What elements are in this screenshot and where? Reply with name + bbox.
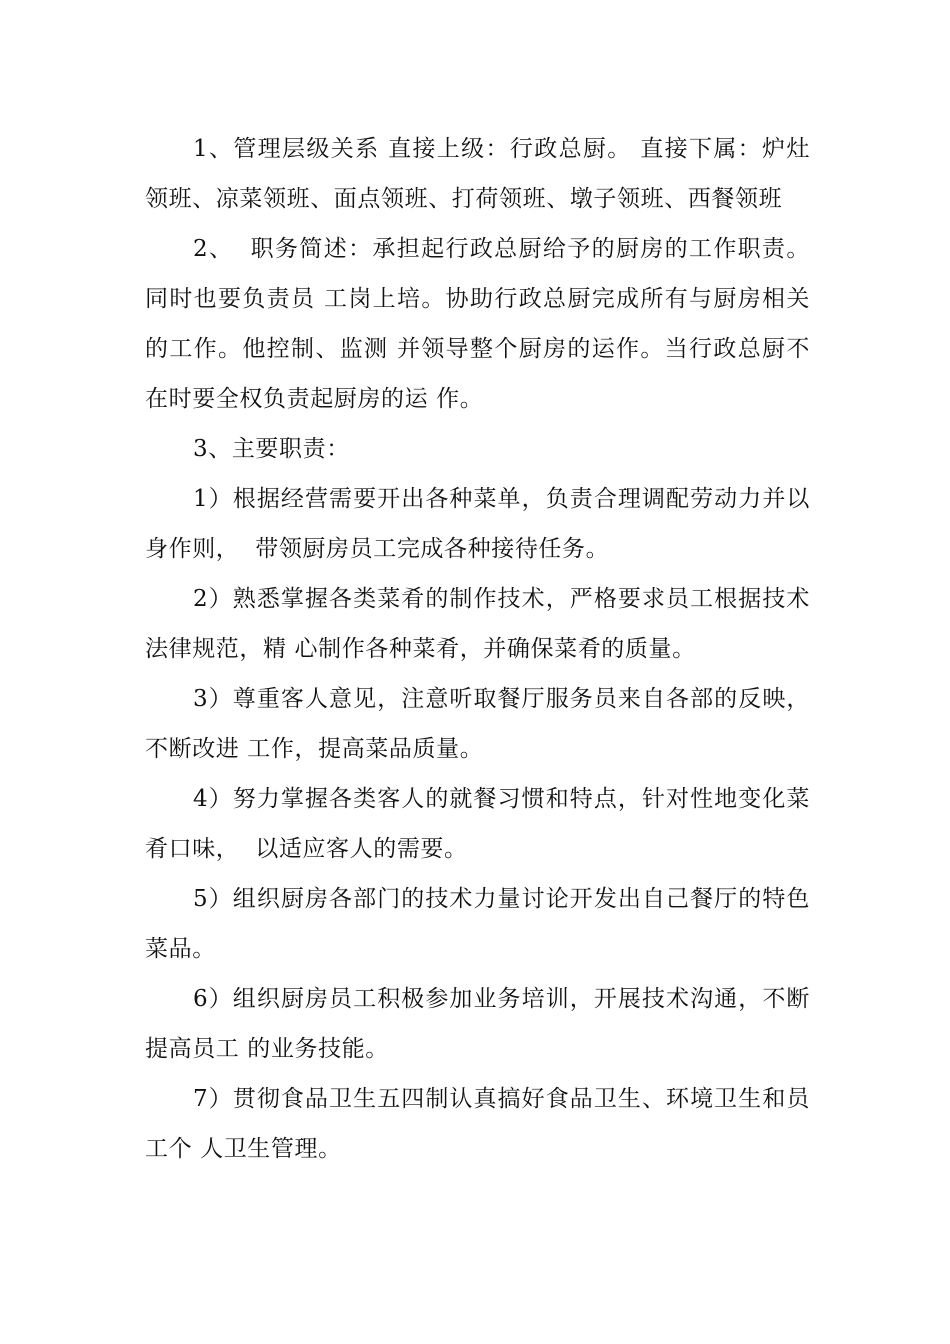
- paragraph-job-summary: 2、 职务简述：承担起行政总厨给予的厨房的工作职责。同时也要负责员 工岗上培。协助行政总厨完成所有与厨房相关的工作。他控制、监测 并领导整个厨房的运作。当行政总厨不在时要全权负责起厨房的运 作。: [145, 236, 810, 412]
- paragraph-duty-7: 7）贯彻食品卫生五四制认真搞好食品卫生、环境卫生和员工个 人卫生管理。: [145, 1086, 810, 1162]
- paragraph-duty-5: 5）组织厨房各部门的技术力量讨论开发出自己餐厅的特色菜品。: [145, 886, 810, 962]
- paragraph-duty-6: 6）组织厨房员工积极参加业务培训，开展技术沟通，不断提高员工 的业务技能。: [145, 986, 810, 1062]
- paragraph-duty-2: 2）熟悉掌握各类菜肴的制作技术，严格要求员工根据技术法律规范，精 心制作各种菜肴，并确保菜肴的质量。: [145, 586, 810, 662]
- paragraph-duty-1: 1）根据经营需要开出各种菜单，负责合理调配劳动力并以身作则， 带领厨房员工完成各种接待任务。: [145, 486, 810, 562]
- document-body: [145, 124, 810, 1174]
- paragraph-duty-3: 3）尊重客人意见，注意听取餐厅服务员来自各部的反映，不断改进 工作，提高菜品质量。: [145, 686, 810, 762]
- paragraph-main-duties-heading: 3、主要职责：: [193, 436, 350, 462]
- paragraph-duty-4: 4）努力掌握各类客人的就餐习惯和特点，针对性地变化菜肴口味， 以适应客人的需要。: [145, 786, 810, 862]
- paragraph-reporting-relationships: 1、管理层级关系 直接上级：行政总厨。 直接下属：炉灶领班、凉菜领班、面点领班、打荷领班、墩子领班、西餐领班: [145, 136, 810, 212]
